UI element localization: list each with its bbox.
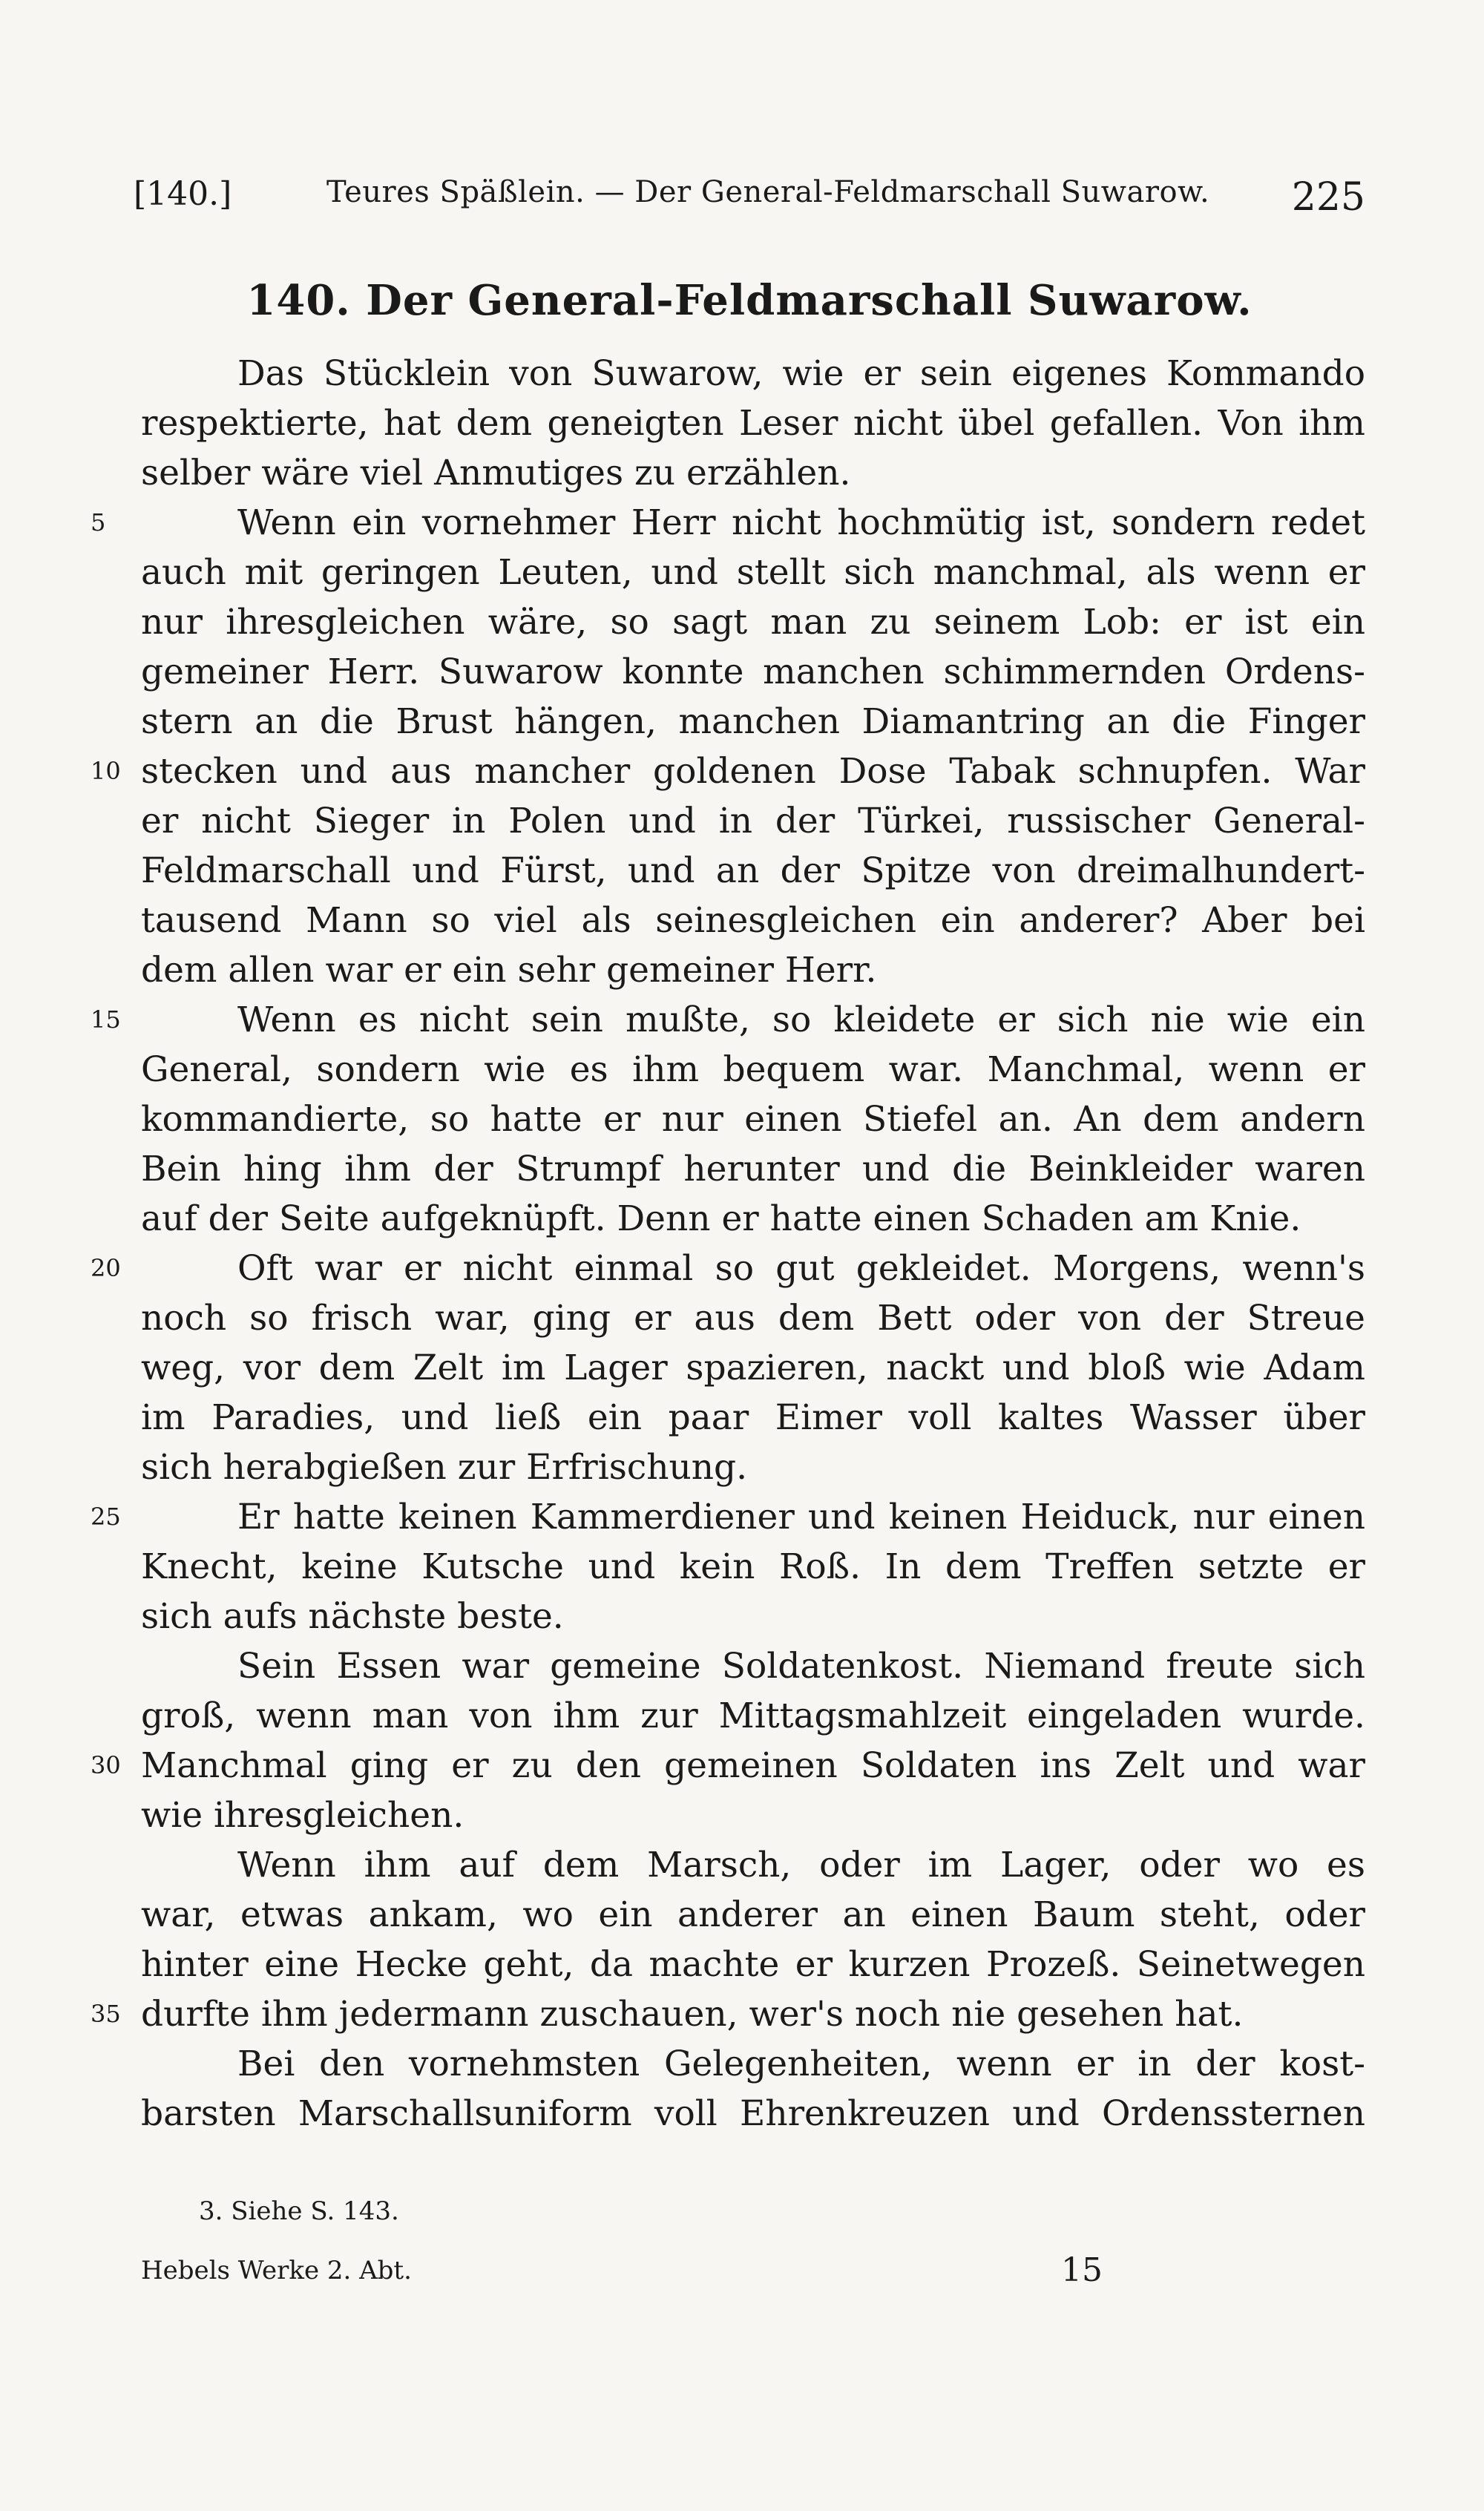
line-text: wie ihresgleichen. [141,1795,464,1836]
line-text: Wenn es nicht sein mußte, so kleidete er sich nie wie ein [237,1000,1365,1040]
footnote: 3. Siehe S. 143. [199,2196,399,2226]
text-line [91,995,1365,1045]
line-text: durfte ihm jedermann zuschauen, wer's noch nie gesehen hat. [141,1994,1244,2035]
line-text: Wenn ihm auf dem Marsch, oder im Lager, oder wo es [237,1845,1365,1885]
running-title: Teures Späßlein. — Der General-Feldmarschall Suwarow. [326,175,1210,209]
line-text: Feldmarschall und Fürst, und an der Spitze von dreimalhundert- [141,850,1365,891]
line-text: Bein hing ihm der Strumpf herunter und die Beinkleider waren [141,1149,1365,1189]
line-number: 15 [91,1005,121,1034]
line-number: 25 [91,1503,121,1531]
text-line [141,1592,1365,1641]
line-text: Bei den vornehmsten Gelegenheiten, wenn er in der kost- [237,2044,1365,2084]
text-line [141,1094,1365,1144]
text-line [141,1542,1365,1592]
signature-number: 15 [1061,2251,1103,2289]
text-line [91,746,1365,796]
text-line [141,1343,1365,1393]
text-line [141,398,1365,448]
text-line [141,1790,1365,1840]
line-text: auch mit geringen Leuten, und stellt sich manchmal, als wenn er [141,552,1365,593]
text-line [141,349,1365,398]
running-head [134,175,1365,227]
text-line [141,846,1365,896]
line-text: tausend Mann so viel als seinesgleichen ein anderer? Aber bei [141,900,1365,941]
text-line [141,448,1365,498]
text-line [141,796,1365,846]
text-line [141,1691,1365,1741]
text-line [141,1442,1365,1492]
line-text: nur ihresgleichen wäre, so sagt man zu seinem Lob: er ist ein [141,602,1365,643]
text-line [141,2089,1365,2139]
text-line [141,2039,1365,2089]
line-text: er nicht Sieger in Polen und in der Türkei, russischer General- [141,801,1365,841]
page-number: 225 [1291,175,1365,220]
line-text: auf der Seite aufgeknüpft. Denn er hatte einen Schaden am Knie. [141,1198,1301,1239]
text-line [141,1144,1365,1194]
section-number: [140.] [134,175,232,213]
line-text: Knecht, keine Kutsche und kein Roß. In dem Treffen setzte er [141,1546,1365,1587]
chapter-heading: 140. Der General-Feldmarschall Suwarow. [246,276,1252,325]
line-text: noch so frisch war, ging er aus dem Bett oder von der Streue [141,1298,1365,1339]
line-number: 20 [91,1254,121,1282]
line-text: gemeiner Herr. Suwarow konnte manchen schimmernden Ordens- [141,651,1365,692]
line-text: im Paradies, und ließ ein paar Eimer voll kaltes Wasser über [141,1397,1365,1438]
text-line [141,945,1365,995]
line-text: Manchmal ging er zu den gemeinen Soldaten ins Zelt und war [141,1745,1365,1786]
line-text: hinter eine Hecke geht, da machte er kurzen Prozeß. Seinetwegen [141,1944,1365,1985]
text-line [141,647,1365,697]
line-text: Wenn ein vornehmer Herr nicht hochmütig ist, sondern redet [237,502,1365,543]
text-line [141,896,1365,945]
line-number: 35 [91,2000,121,2028]
line-text: war, etwas ankam, wo ein anderer an einen Baum steht, oder [141,1894,1365,1935]
line-text: sich aufs nächste beste. [141,1596,564,1637]
line-text: General, sondern wie es ihm bequem war. Manchmal, wenn er [141,1049,1365,1090]
text-line [141,548,1365,597]
text-line [141,1940,1365,1989]
body-text [91,349,1365,2139]
text-line [91,1492,1365,1542]
line-text: groß, wenn man von ihm zur Mittagsmahlzeit eingeladen wurde. [141,1696,1365,1736]
text-line [91,1741,1365,1790]
text-line [141,1641,1365,1691]
text-line [141,1293,1365,1343]
line-number: 10 [91,757,121,785]
text-line [91,1244,1365,1293]
text-line [141,1840,1365,1890]
line-text: Sein Essen war gemeine Soldatenkost. Niemand freute sich [237,1646,1365,1687]
line-text: respektierte, hat dem geneigten Leser nicht übel gefallen. Von ihm [141,403,1365,444]
line-text: selber wäre viel Anmutiges zu erzählen. [141,453,851,493]
line-text: barsten Marschallsuniform voll Ehrenkreuzen und Ordenssternen [141,2093,1365,2134]
line-text: stern an die Brust hängen, manchen Diamantring an die Finger [141,701,1365,742]
line-text: sich herabgießen zur Erfrischung. [141,1447,748,1488]
line-text: weg, vor dem Zelt im Lager spazieren, nackt und bloß wie Adam [141,1348,1365,1388]
line-text: Oft war er nicht einmal so gut gekleidet. Morgens, wenn's [237,1248,1365,1289]
line-number: 30 [91,1751,121,1779]
line-text: dem allen war er ein sehr gemeiner Herr. [141,950,877,991]
line-text: Er hatte keinen Kammerdiener und keinen Heiduck, nur einen [237,1497,1365,1537]
printer-signature [141,2251,1365,2300]
line-text: kommandierte, so hatte er nur einen Stiefel an. An dem andern [141,1099,1365,1140]
text-line [141,1045,1365,1094]
line-text: Das Stücklein von Suwarow, wie er sein eigenes Kommando [237,353,1365,394]
line-number: 5 [91,508,106,536]
text-line [141,1890,1365,1940]
text-line [91,498,1365,548]
signature-text: Hebels Werke 2. Abt. [141,2256,412,2285]
text-line [141,1194,1365,1244]
text-line [141,1393,1365,1442]
text-line [91,1989,1365,2039]
text-line [141,697,1365,746]
line-text: stecken und aus mancher goldenen Dose Tabak schnupfen. War [141,751,1365,792]
text-line [141,597,1365,647]
